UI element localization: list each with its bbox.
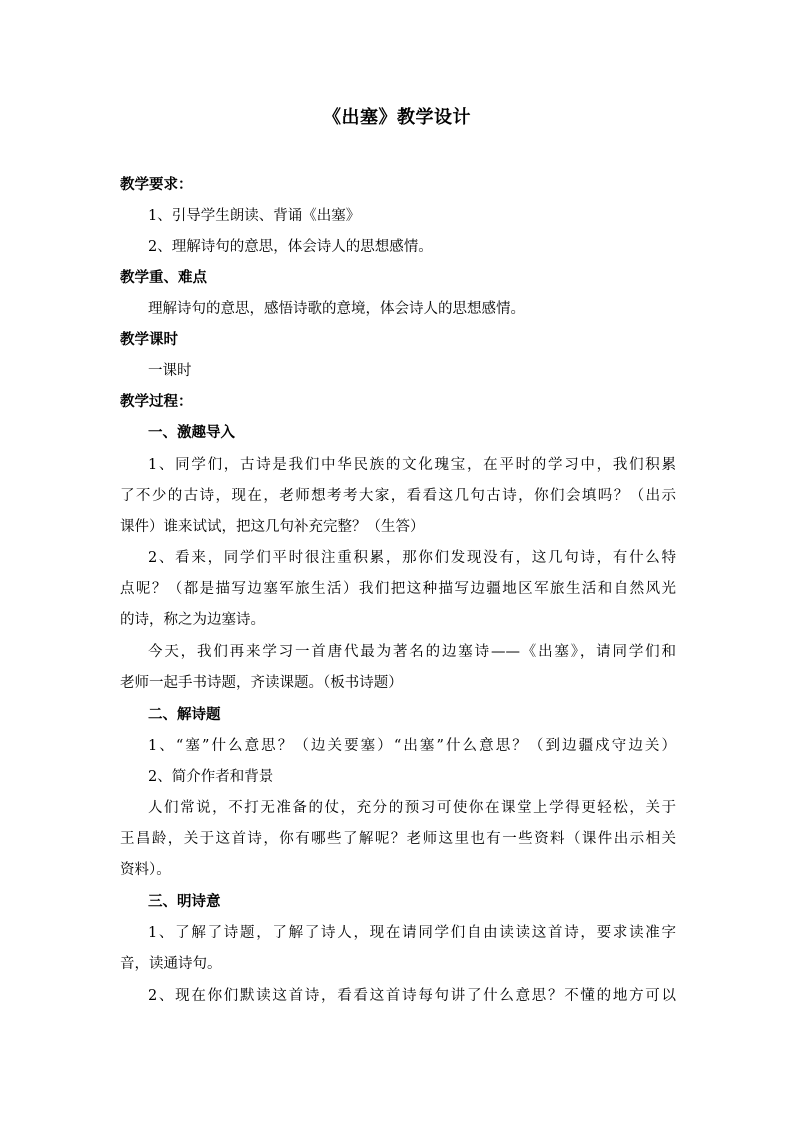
heading-process: 教学过程： xyxy=(120,393,193,410)
part2-item-2: 2、简介作者和背景 xyxy=(148,769,274,785)
heading-key-points: 教学重、难点 xyxy=(120,269,207,286)
part3-paragraph-1-line-1: 1、了解了诗题，了解了诗人，现在请同学们自由读读这首诗，要求读准字 xyxy=(148,925,676,941)
period-text: 一课时 xyxy=(148,363,192,379)
key-points-text: 理解诗句的意思，感悟诗歌的意境，体会诗人的思想感情。 xyxy=(148,301,525,317)
part2-paragraph-line-1: 人们常说，不打无准备的仗，充分的预习可使你在课堂上学得更轻松，关于 xyxy=(148,800,676,816)
part3-paragraph-2-line-1: 2、现在你们默读这首诗，看看这首诗每句讲了什么意思？不懂的地方可以 xyxy=(148,988,676,1004)
part1-paragraph-2-line-3: 的诗，称之为边塞诗。 xyxy=(120,612,265,628)
part1-paragraph-2-line-1: 2、看来，同学们平时很注重积累，那你们发现没有，这几句诗，有什么特 xyxy=(148,550,676,566)
requirement-item-2: 2、理解诗句的意思，体会诗人的思想感情。 xyxy=(148,239,433,255)
part1-paragraph-1-line-3: 课件）谁来试试，把这几句补充完整？（生答） xyxy=(120,519,425,535)
part2-paragraph-line-2: 王昌龄，关于这首诗，你有哪些了解呢？老师这里也有一些资料（课件出示相关 xyxy=(120,831,676,847)
requirement-item-1: 1、引导学生朗读、背诵《出塞》 xyxy=(148,208,361,224)
document-title: 《出塞》教学设计 xyxy=(323,107,471,128)
part1-paragraph-1-line-2: 了不少的古诗，现在，老师想考考大家，看看这几句古诗，你们会填吗？（出示 xyxy=(120,488,676,504)
part1-paragraph-3-line-1: 今天，我们再来学习一首唐代最为著名的边塞诗——《出塞》，请同学们和 xyxy=(148,644,676,660)
part3-paragraph-1-line-2: 音，读通诗句。 xyxy=(120,956,222,972)
heading-period: 教学课时 xyxy=(120,331,178,348)
part1-paragraph-2-line-2: 点呢？（都是描写边塞军旅生活）我们把这种描写边疆地区军旅生活和自然风光 xyxy=(120,581,676,597)
heading-part-2: 二、解诗题 xyxy=(148,706,221,723)
part1-paragraph-1-line-1: 1、同学们，古诗是我们中华民族的文化瑰宝，在平时的学习中，我们积累 xyxy=(148,457,676,473)
part2-item-1: 1、“塞”什么意思？（边关要塞）“出塞”什么意思？（到边疆戍守边关） xyxy=(148,738,676,754)
heading-requirements: 教学要求： xyxy=(120,176,193,193)
part2-paragraph-line-3: 资料）。 xyxy=(120,862,171,878)
heading-part-3: 三、明诗意 xyxy=(148,893,221,910)
part1-paragraph-3-line-2: 老师一起手书诗题，齐读课题。（板书诗题） xyxy=(120,675,403,691)
heading-part-1: 一、激趣导入 xyxy=(148,424,235,441)
